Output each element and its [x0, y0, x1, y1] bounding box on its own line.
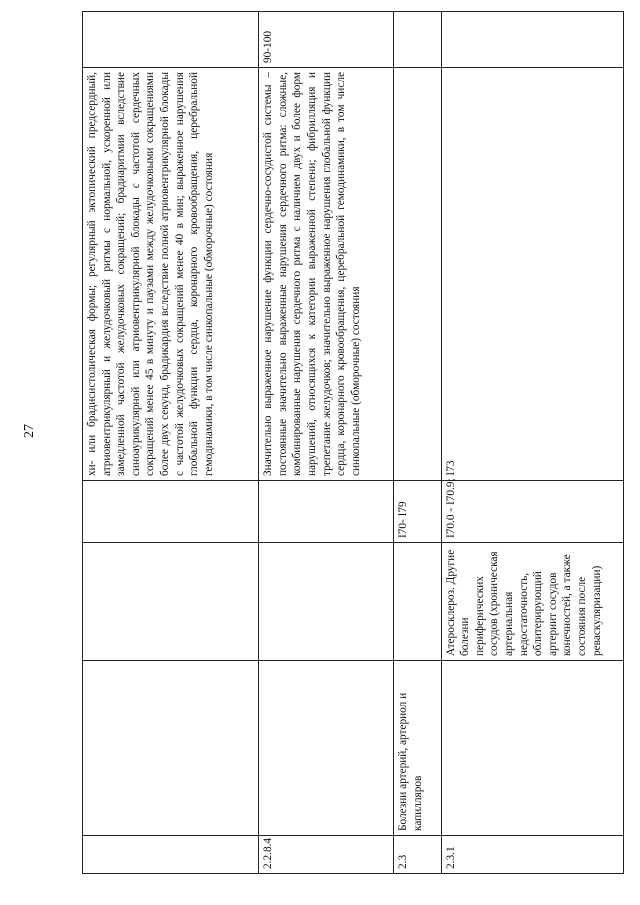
disability-criteria-table — [82, 11, 624, 874]
disease-cell — [394, 543, 441, 661]
score-cell: 90-100 — [259, 12, 394, 68]
page-number: 27 — [22, 424, 37, 438]
description-cell: хи- или брадисистолическая формы; регулярный эктопический предсердный, атриовентрикулярный и желудочковый ритмы с нормальной, ускоренной или замедленной частотой желудочковых сокращений; брадиаритмии вследствие синоаурикулярной или атриовентрикулярной блокады с частотой сердечных сокращений менее 45 в минуту и паузами между желудочковыми сокращениями более двух секунд, брадикардия вследствие полной атриовентрикулярной блокады с частотой желудочковых сокращений менее 40 в мин; выраженное нарушения глобальной функции сердца, коронарного кровообращения, церебральной гемодинамики, в том числе синкопальные (обморочные) состояния — [83, 68, 259, 481]
score-cell — [441, 12, 623, 68]
row-number: 2.3.1 — [441, 836, 623, 874]
row-number: 2.2.8.4 — [259, 836, 394, 874]
disease-cell: Атеросклероз. Другие болезни периферических сосудов (хроническая артериальная недостаточность, облитерирующий артериит сосудов конечностей, а также состояния после реваскуляризации) — [441, 543, 623, 661]
icd-code-cell — [259, 481, 394, 543]
row-number — [83, 836, 259, 874]
class-name-cell: Болезни артерий, артериол и капилляров — [394, 661, 441, 836]
table-row — [259, 12, 394, 874]
table-row — [83, 12, 259, 874]
row-number: 2.3 — [394, 836, 441, 874]
description-cell: Значительно выраженное нарушение функции сердечно-сосудистой системы – постоянные значительно выраженные нарушения сердечного ритма: сложные, комбинированные нарушения сердечного ритма с наличием двух и более форм нарушений, относящихся к категории выраженной степени; фибрилляция и трепетание желудочков; значительно выраженное нарушения глобальной функции сердца, коронарного кровообращения, церебральной гемодинамики, в том числе синкопальные (обморочные) состояния — [259, 68, 394, 481]
score-cell — [394, 12, 441, 68]
class-name-cell — [259, 661, 394, 836]
description-cell — [394, 68, 441, 481]
disease-cell — [259, 543, 394, 661]
class-name-cell — [441, 661, 623, 836]
rotated-table-container — [82, 12, 624, 874]
icd-code-cell: I70.0 - I70.9; I73 — [441, 481, 623, 543]
score-cell — [83, 12, 259, 68]
disease-cell — [83, 543, 259, 661]
class-name-cell — [83, 661, 259, 836]
table-row — [441, 12, 623, 874]
icd-code-cell: I70- I79 — [394, 481, 441, 543]
icd-code-cell — [83, 481, 259, 543]
table-row — [394, 12, 441, 874]
description-cell — [441, 68, 623, 481]
